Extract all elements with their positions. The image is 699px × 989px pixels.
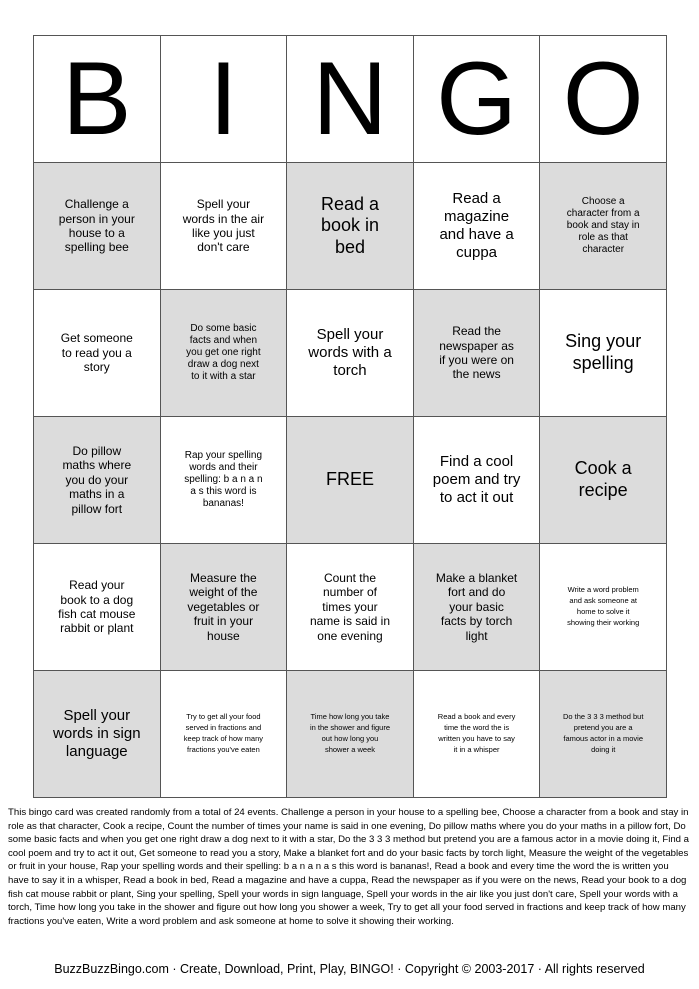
- bingo-cell[interactable]: Cook a recipe: [540, 417, 667, 544]
- bingo-cell[interactable]: Time how long you take in the shower and figure out how long you shower a week: [287, 671, 414, 798]
- site-footer: BuzzBuzzBingo.com · Create, Download, Print, Play, BINGO! · Copyright © 2003-2017 · All rights reserved: [54, 962, 645, 976]
- bingo-cell[interactable]: Count the number of times your name is said in one evening: [287, 544, 414, 671]
- bingo-cell[interactable]: Spell your words with a torch: [287, 290, 414, 417]
- bingo-cell[interactable]: Read your book to a dog fish cat mouse rabbit or plant: [34, 544, 161, 671]
- card-row-2: [34, 290, 667, 417]
- bingo-cell[interactable]: Rap your spelling words and their spelling: b a n a n a s this word is bananas!: [160, 417, 287, 544]
- bingo-cell[interactable]: Spell your words in the air like you just don't care: [160, 163, 287, 290]
- free-space[interactable]: FREE: [287, 417, 414, 544]
- bingo-cell[interactable]: Spell your words in sign language: [34, 671, 161, 798]
- header-letter-g: G: [413, 36, 540, 163]
- bingo-cell[interactable]: Make a blanket fort and do your basic facts by torch light: [413, 544, 540, 671]
- bingo-cell[interactable]: Read a book in bed: [287, 163, 414, 290]
- bingo-cell[interactable]: Do pillow maths where you do your maths in a pillow fort: [34, 417, 161, 544]
- bingo-cell[interactable]: Choose a character from a book and stay in role as that character: [540, 163, 667, 290]
- card-description: This bingo card was created randomly from a total of 24 events. Challenge a person in your house to a spelling bee, Choose a character from a book and stay in role as that character, Cook a recipe, Count the number of times your name is said in one evening, Do pillow maths where you do your maths in a pillow fort, Do some basic facts and when you get one right draw a dog next to it with a star, Do the 3 3 3 method but pretend you are a famous actor in a movie doing it, Find a cool poem and try to act it out, Get someone to read you a story, Make a blanket fort and do your basic facts by torch light, Measure the weight of the vegetables or fruit in your house, Rap your spelling words and their spelling: b a n a n a s this word is bananas!, Read a book and every time the word the is written you have to say it in a whisper, Read a book in bed, Read a magazine and have a cuppa, Read the newspaper as if you were on the news, Read your book to a dog fish cat mouse rabbit or plant, Sing your spelling, Spell your words in sign language, Spell your words in the air like you just don't care, Spell your words with a torch, Time how long you take in the shower and figure out how long you shower a week, Try to get all your food served in fractions and keep track of how many fractions you've eaten, Write a word problem and ask someone at home to solve it showing their working.: [8, 807, 690, 927]
- bingo-cell[interactable]: Write a word problem and ask someone at home to solve it showing their working: [540, 544, 667, 671]
- card-row-1: [34, 163, 667, 290]
- bingo-cell[interactable]: Read a book and every time the word the is written you have to say it in a whisper: [413, 671, 540, 798]
- header-letter-i: I: [160, 36, 287, 163]
- bingo-cell[interactable]: Measure the weight of the vegetables or fruit in your house: [160, 544, 287, 671]
- header-letter-n: N: [287, 36, 414, 163]
- bingo-cell[interactable]: Sing your spelling: [540, 290, 667, 417]
- card-row-3: [34, 417, 667, 544]
- bingo-cell[interactable]: Challenge a person in your house to a spelling bee: [34, 163, 161, 290]
- bingo-cell[interactable]: Get someone to read you a story: [34, 290, 161, 417]
- header-row: [34, 36, 667, 163]
- card-row-4: [34, 544, 667, 671]
- bingo-cell[interactable]: Read the newspaper as if you were on the news: [413, 290, 540, 417]
- bingo-cell[interactable]: Find a cool poem and try to act it out: [413, 417, 540, 544]
- card-row-5: [34, 671, 667, 798]
- header-letter-b: B: [34, 36, 161, 163]
- bingo-cell[interactable]: Try to get all your food served in fractions and keep track of how many fractions you've eaten: [160, 671, 287, 798]
- bingo-cell[interactable]: Do some basic facts and when you get one right draw a dog next to it with a star: [160, 290, 287, 417]
- bingo-card: [33, 35, 667, 798]
- bingo-cell[interactable]: Do the 3 3 3 method but pretend you are a famous actor in a movie doing it: [540, 671, 667, 798]
- header-letter-o: O: [540, 36, 667, 163]
- bingo-cell[interactable]: Read a magazine and have a cuppa: [413, 163, 540, 290]
